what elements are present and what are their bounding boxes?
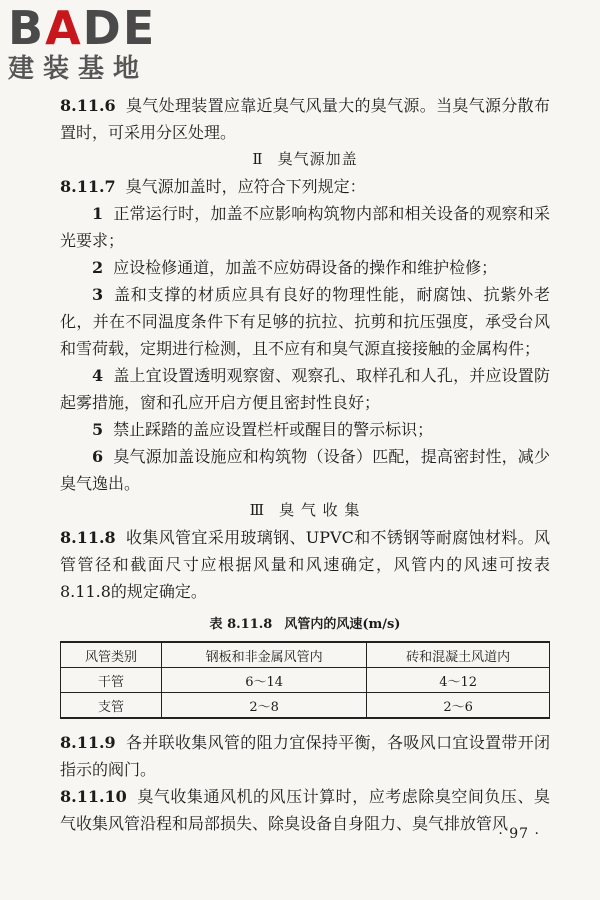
table-header-row [61, 642, 550, 668]
table-cell: 2～8 [162, 693, 367, 719]
logo-accent-letter: A [45, 1, 83, 55]
clause-8-11-10 [60, 783, 550, 837]
logo-wordmark: BADE [8, 1, 157, 55]
section-title: 臭气源加盖 [277, 150, 358, 168]
page-number: · 97 · [498, 826, 540, 842]
item-number: 2 [92, 258, 104, 277]
list-item [60, 281, 550, 362]
item-number: 6 [92, 447, 104, 466]
table-caption [60, 615, 550, 635]
clause-number: 8.11.6 [60, 96, 116, 115]
clause-8-11-9 [60, 729, 550, 783]
table-cell: 2～6 [367, 693, 550, 719]
clause-number: 8.11.9 [60, 733, 116, 752]
item-number: 4 [92, 366, 104, 385]
table-cell: 支管 [61, 693, 162, 719]
item-number: 3 [92, 285, 104, 304]
list-item [60, 254, 550, 281]
section-roman: Ⅱ [252, 150, 264, 168]
clause-text: 各并联收集风管的阻力宜保持平衡，各吸风口宜设置带开闭指示的阀门。 [60, 733, 550, 779]
item-text: 禁止踩踏的盖应设置栏杆或醒目的警示标识； [113, 420, 434, 439]
clause-number: 8.11.10 [60, 787, 127, 806]
clause-text: 收集风管宜采用玻璃钢、UPVC和不锈钢等耐腐蚀材料。风管管径和截面尺寸应根据风量和风速确定，风管内的风速可按表8.11.8的规定确定。 [60, 528, 550, 601]
item-text: 应设检修通道，加盖不应妨碍设备的操作和维护检修； [113, 258, 498, 277]
clause-8-11-8 [60, 524, 550, 605]
clause-text: 臭气处理装置应靠近臭气风量大的臭气源。当臭气源分散布置时，可采用分区处理。 [60, 96, 550, 142]
table-row [61, 693, 550, 719]
document-body [60, 92, 550, 837]
clause-number: 8.11.8 [60, 528, 116, 547]
table-number: 表 8.11.8 [209, 617, 273, 632]
table-row [61, 668, 550, 693]
clause-number: 8.11.7 [60, 177, 116, 196]
item-text: 盖上宜设置透明观察窗、观察孔、取样孔和人孔，并应设置防起雾措施，窗和孔应开启方便且密封性良好； [60, 366, 550, 412]
table-cell: 6～14 [162, 668, 367, 693]
table-title: 风管内的风速(m/s) [284, 617, 401, 632]
clause-text: 臭气收集通风机的风压计算时，应考虑除臭空间负压、臭气收集风管沿程和局部损失、除臭设备自身阻力、臭气排放管风 [60, 787, 550, 833]
section-heading-2 [60, 146, 550, 173]
item-text: 臭气源加盖设施应和构筑物（设备）匹配，提高密封性，减少臭气逸出。 [60, 447, 550, 493]
section-roman: Ⅲ [249, 501, 266, 519]
list-item [60, 200, 550, 254]
air-velocity-table [60, 641, 550, 719]
section-title: 臭 气 收 集 [279, 501, 361, 519]
list-item [60, 362, 550, 416]
item-number: 5 [92, 420, 104, 439]
item-text: 正常运行时，加盖不应影响构筑物内部和相关设备的观察和采光要求； [60, 204, 550, 250]
clause-8-11-6 [60, 92, 550, 146]
clause-text: 臭气源加盖时，应符合下列规定： [125, 177, 366, 196]
table-header: 风管类别 [61, 642, 162, 668]
list-item [60, 416, 550, 443]
clause-8-11-7 [60, 173, 550, 200]
logo-subtitle: 建装基地 [8, 54, 149, 84]
list-item [60, 443, 550, 497]
table-cell: 干管 [61, 668, 162, 693]
section-heading-3 [60, 497, 550, 524]
bade-logo [8, 1, 178, 84]
table-cell: 4～12 [367, 668, 550, 693]
table-header: 钢板和非金属风管内 [162, 642, 367, 668]
table-header: 砖和混凝土风道内 [367, 642, 550, 668]
item-number: 1 [92, 204, 104, 223]
item-text: 盖和支撑的材质应具有良好的物理性能，耐腐蚀、抗紫外老化，并在不同温度条件下有足够的抗拉、抗剪和抗压强度，承受台风和雪荷载，定期进行检测，且不应有和臭气源直接接触的金属构件； [60, 285, 550, 358]
